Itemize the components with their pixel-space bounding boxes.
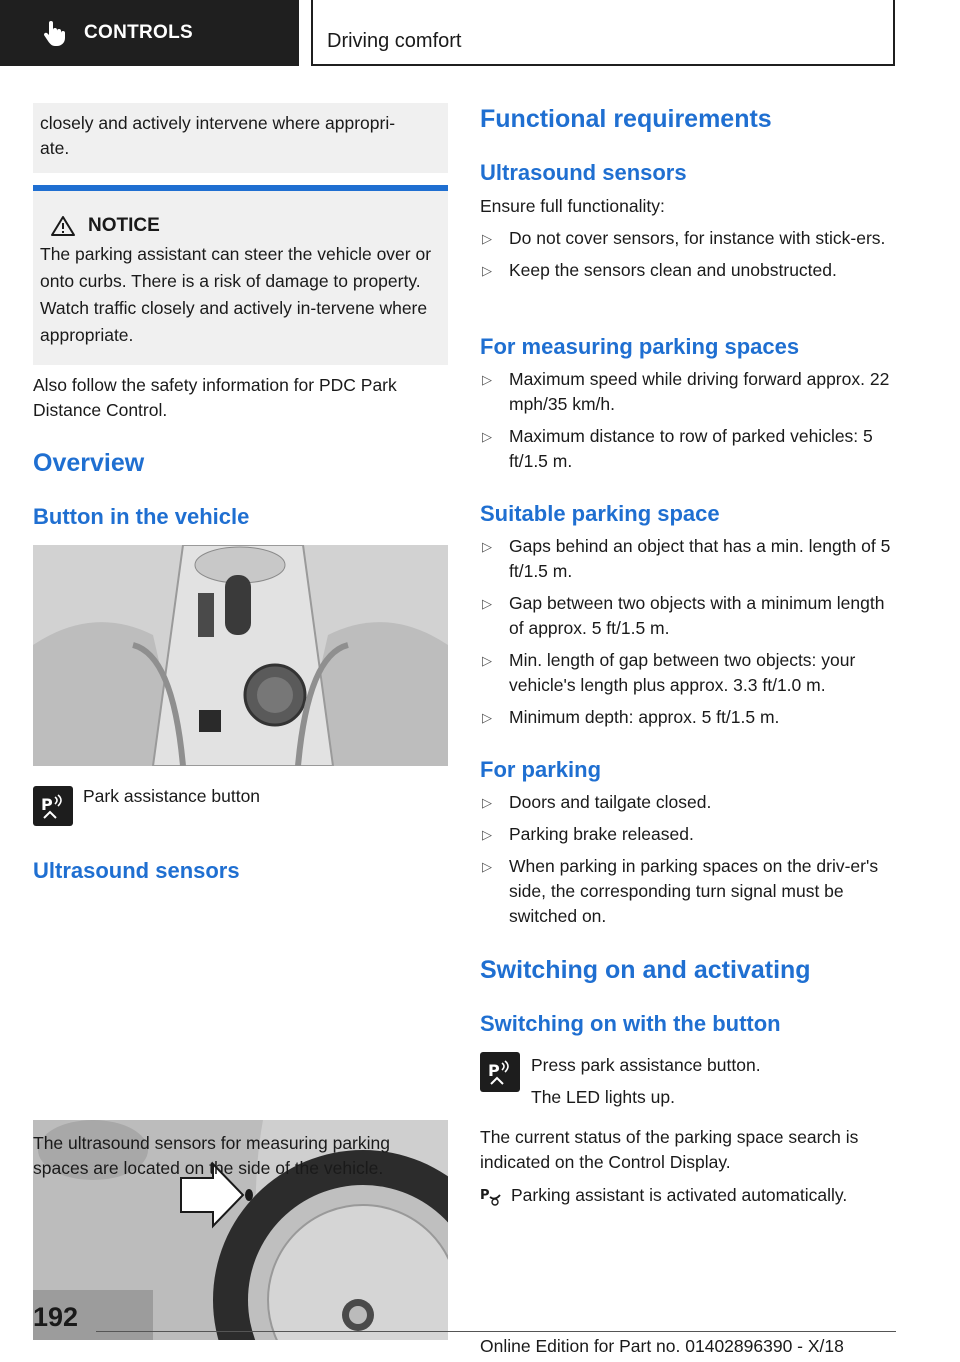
press-instruction [480,1052,900,1113]
measuring-heading: For measuring parking spaces [480,334,800,359]
parking-assistant-icon [480,1185,502,1207]
page-number: 192 [33,1302,79,1332]
auto-activation-line [480,1183,900,1208]
list-item: ▷ Keep the sensors clean and unobstructed. [482,260,837,280]
button-heading: Button in the vehicle [33,504,250,529]
intro-text: closely and actively intervene where appropri- ate. [40,113,396,158]
overview-heading: Overview [33,449,145,477]
parking-heading: For parking [480,757,602,782]
list-item: ▷ When parking in parking spaces on the driv-er's side, the corresponding turn signal must be switched on. [482,856,879,926]
sensors-heading: Ultrasound sensors [33,858,240,883]
press-text: Press park assistance button. [531,1055,761,1075]
chapter-tab [311,0,895,66]
svg-text:P: P [488,1061,500,1080]
notice-box [33,185,448,365]
list-item: ▷ Parking brake released. [482,824,694,844]
list-item: ▷ Maximum distance to row of parked vehicles: 5 ft/1.5 m. [482,426,873,471]
list-item: ▷ Gaps behind an object that has a min. length of 5 ft/1.5 m. [482,536,891,581]
parking-list [480,790,900,936]
suitable-list [480,534,900,737]
measuring-list [480,367,900,481]
section-tab [0,0,299,66]
functional-heading: Functional requirements [480,105,772,133]
svg-text:P: P [41,795,53,814]
section-label: CONTROLS [84,22,194,43]
ultra-heading: Ultrasound sensors [480,160,687,185]
list-item: ▷ Do not cover sensors, for instance with stick-ers. [482,228,886,248]
led-text: The LED lights up. [531,1087,675,1107]
chapter-label: Driving comfort [327,30,462,52]
svg-text:P: P [480,1187,490,1203]
list-item: ▷ Gap between two objects with a minimum length of approx. 5 ft/1.5 m. [482,593,885,638]
switch-button-heading: Switching on with the button [480,1011,781,1036]
follow-text: Also follow the safety information for PDC Park Distance Control. [33,375,397,420]
list-item: ▷ Minimum depth: approx. 5 ft/1.5 m. [482,707,780,727]
park-button-legend [33,786,448,826]
park-assist-icon [33,786,73,826]
suitable-heading: Suitable parking space [480,501,720,526]
edition-text: Online Edition for Part no. 01402896390 - X/18 [480,1336,844,1356]
footer-divider [96,1331,896,1332]
console-photo [33,545,448,766]
warning-icon [50,215,76,237]
intro-box [33,103,448,173]
list-item: ▷ Min. length of gap between two objects: your vehicle's length plus approx. 3.3 ft/1.0 m. [482,650,856,695]
switching-heading: Switching on and activating [480,956,811,984]
status-text: The current status of the parking space search is indicated on the Control Display. [480,1127,859,1172]
list-item: ▷ Doors and tailgate closed. [482,792,712,812]
ultra-list [480,226,900,290]
park-button-caption: Park assistance button [83,786,261,806]
notice-title: NOTICE [88,215,160,236]
notice-text: The parking assistant can steer the vehicle over or onto curbs. There is a risk of damage to property. Watch traffic closely and actively in-tervene where appropriate. [40,244,432,345]
sensors-text: The ultrasound sensors for measuring parking spaces are located on the side of the vehicle. [33,1133,390,1178]
auto-text: Parking assistant is activated automatically. [511,1185,848,1205]
park-assist-icon [480,1052,520,1092]
list-item: ▷ Maximum speed while driving forward approx. 22 mph/35 km/h. [482,369,890,414]
ultra-intro: Ensure full functionality: [480,196,665,216]
hand-pointer-icon [38,16,72,50]
